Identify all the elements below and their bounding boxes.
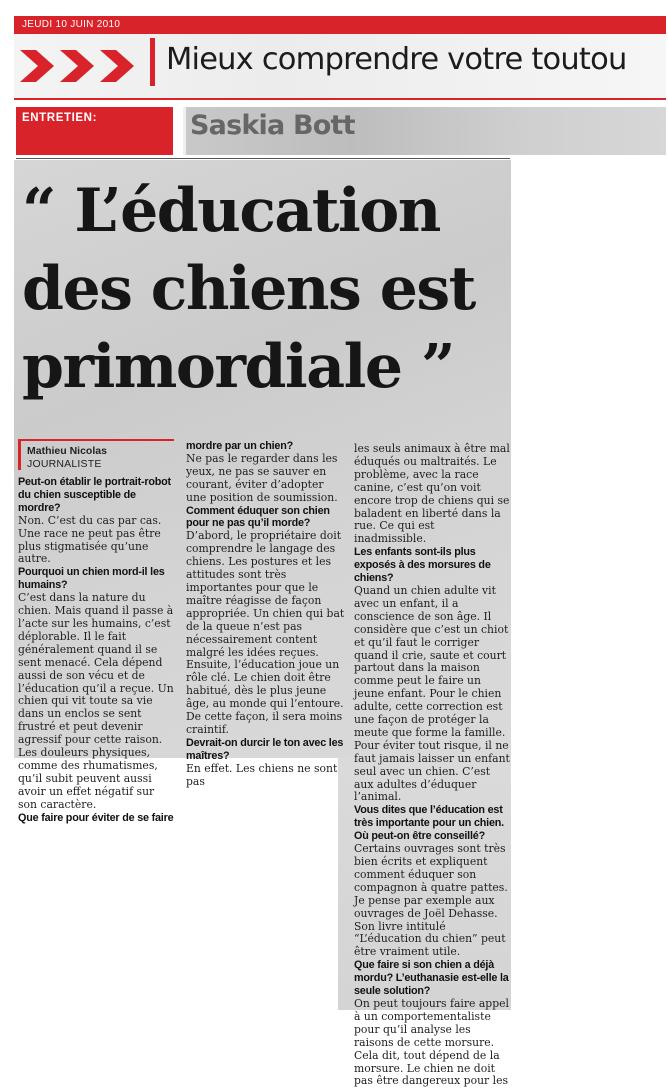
interview-question: Les enfants sont-ils plus exposés à des morsures de chiens? xyxy=(354,546,491,585)
issue-date: JEUDI 10 JUIN 2010 xyxy=(22,19,121,30)
interview-answer: Ne pas le regarder dans les yeux, ne pas se sauver en courant, éviter d’adopter une position de soumission. xyxy=(186,451,338,504)
headline-line: des chiens est xyxy=(22,254,475,324)
interview-answer: les seuls animaux à être mal éduqués ou maltraités. Le problème, avec la race canine, c’est qu’on voit encore trop de chiens qui se baladent en liberté dans la rue. Ce qui est inadmissible. xyxy=(354,442,510,546)
article-column-2 xyxy=(186,440,346,788)
author-name: Mathieu Nicolas xyxy=(27,445,107,457)
interview-answer: D’abord, le propriétaire doit comprendre le langage des chiens. Les postures et les attitudes sont très importantes pour que le maître réagisse de façon appropriée. Un chien qui bat de la queue n’est pas nécessairement content malgré les idées reçues. xyxy=(186,529,345,659)
interview-answer: En effet. Les chiens ne sont pas xyxy=(186,761,338,788)
headline-line: primordiale ” xyxy=(22,332,454,402)
chevron-right-icon xyxy=(18,44,148,88)
header-rule xyxy=(16,158,510,159)
header-divider xyxy=(150,38,155,86)
interview-question: mordre par un chien? xyxy=(186,440,293,452)
interview-question: Que faire si son chien a déjà mordu? L’euthanasie est-elle la seule solution? xyxy=(354,959,509,998)
interview-answer: C’est dans la nature du chien. Mais quand il passe à l’acte sur les humains, c’est déplorable. Il le fait généralement quand il se sent menacé. Cela dépend aussi de son vécu et de l’éducation qu’il a reçue. Un chien qui vit toute sa vie dans un enclos se sent frustré et peut devenir agressif pour cette raison. Les douleurs physiques, comme des rhumatismes, qu’il subit peuvent aussi avoir un effet négatif sur son caractère. xyxy=(18,591,174,811)
interviewee-divider xyxy=(183,107,186,155)
article-column-3 xyxy=(354,443,510,1088)
interview-answer: Ensuite, l’éducation joue un rôle clé. Le chien doit être habitué, dès le plus jeune âge, au monde qui l’entoure. De cette façon, il sera moins craintif. xyxy=(186,658,344,736)
interview-answer: On peut toujours faire appel à un comportementaliste pour qu’il analyse les raisons de cette morsure. Cela dit, tout dépend de la morsure. Le chien ne doit pas être dangereux pour les xyxy=(354,996,509,1088)
interview-label: ENTRETIEN: xyxy=(22,112,97,124)
interview-question: Que faire pour éviter de se faire xyxy=(18,811,174,824)
byline-rule xyxy=(18,439,174,441)
interview-question: Pourquoi un chien mord-il les humains? xyxy=(18,566,165,592)
interview-question: Devrait-on durcir le ton avec les maîtres? xyxy=(186,736,344,762)
author-role: JOURNALISTE xyxy=(27,458,102,470)
interviewee-name: Saskia Bott xyxy=(190,110,355,141)
interview-question: Comment éduquer son chien pour ne pas qu’il morde? xyxy=(186,504,330,530)
section-title: Mieux comprendre votre toutou xyxy=(166,42,627,77)
interview-answer: Quand un chien adulte vit avec un enfant, il a conscience de son âge. Il considère que c’est un chiot et qu’il faut le corriger quand il crie, saute et court partout dans la maison comme peut le faire un jeune enfant. Pour le chien adulte, cette correction est une façon de protéger la meute que forme la famille. xyxy=(354,583,509,739)
interview-answer: Certains ouvrages sont très bien écrits et expliquent comment éduquer son compagnon à quatre pattes. Je pense par exemple aux ouvrages de Joël Dehasse. Son livre intitulé “L’éducation du chien” peut être vraiment utile. xyxy=(354,842,508,959)
headline-line: “ L’éducation xyxy=(22,176,440,246)
interview-answer: Non. C’est du cas par cas. Une race ne peut pas être plus stigmatisée qu’une autre. xyxy=(18,513,162,566)
interview-answer: Pour éviter tout risque, il ne faut jamais laisser un enfant seul avec un chien. C’est aux adultes d’éduquer l’animal. xyxy=(354,738,510,804)
byline-accent xyxy=(18,440,21,470)
article-headline xyxy=(22,172,475,406)
interview-question: Peut-on établir le portrait-robot du chien susceptible de mordre? xyxy=(18,476,171,514)
interview-question: Vous dites que l’éducation est très importante pour un chien. Où peut-on être conseillé? xyxy=(354,804,504,843)
article-column-1 xyxy=(18,476,176,824)
